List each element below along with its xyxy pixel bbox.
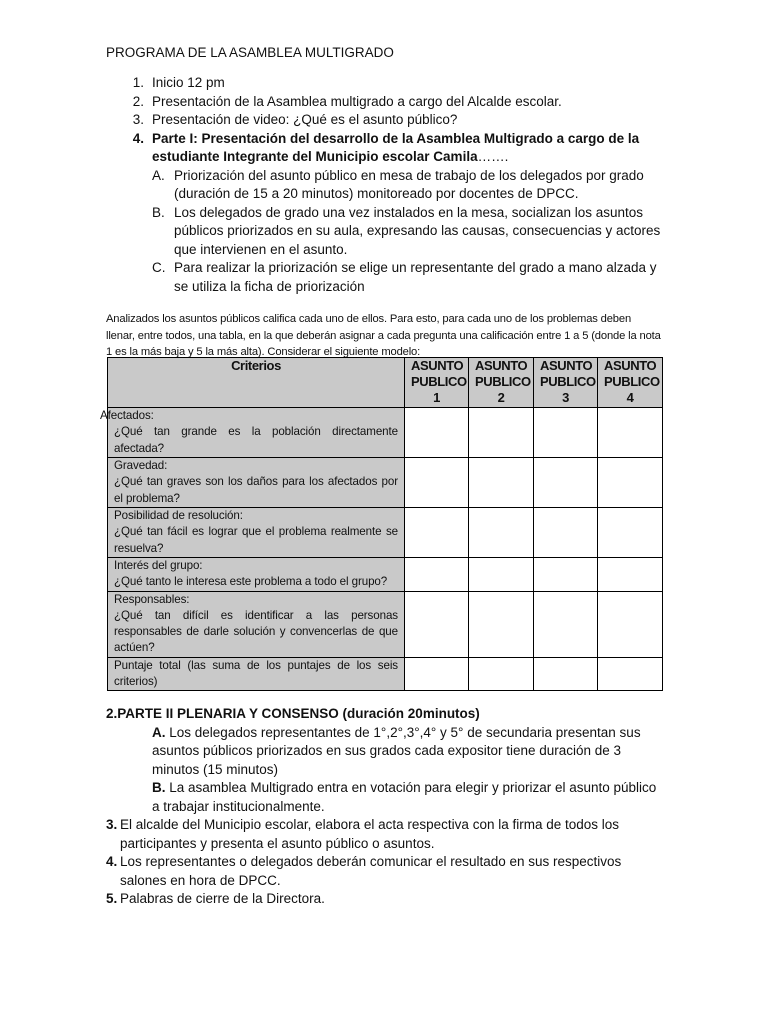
part-two-sub-item: [106, 724, 666, 780]
criteria-cell: [108, 508, 405, 558]
column-header: ASUNTO PUBLICO 2: [469, 358, 534, 408]
item-text: El alcalde del Municipio escolar, elabora el acta respectiva con la firma de todos los participantes y presenta el asunto público o asuntos.: [120, 817, 620, 851]
score-cell[interactable]: [405, 508, 469, 558]
criteria-label: Gravedad:: [114, 459, 168, 472]
column-header: ASUNTO PUBLICO 3: [534, 358, 598, 408]
criteria-label: Responsables:: [114, 592, 190, 606]
score-cell[interactable]: [598, 558, 663, 592]
table-row: [108, 458, 663, 508]
column-header: ASUNTO PUBLICO 4: [598, 358, 663, 408]
item-text: Presentación de video: ¿Qué es el asunto público?: [152, 112, 458, 127]
criteria-question: ¿Qué tan difícil es identificar a las personas responsables de darle solución y convencerlas de que actúen?: [114, 608, 398, 655]
criteria-question: ¿Qué tan grande es la población directamente afectada?: [114, 425, 398, 455]
score-cell[interactable]: [469, 657, 534, 691]
score-cell[interactable]: [469, 558, 534, 592]
criteria-cell: [108, 558, 405, 592]
score-cell[interactable]: [534, 558, 598, 592]
document-title: PROGRAMA DE LA ASAMBLEA MULTIGRADO: [106, 45, 394, 60]
criteria-header: Criterios: [108, 358, 405, 408]
criteria-question: ¿Qué tan graves son los daños para los afectados por el problema?: [114, 475, 398, 505]
sub-item-text: Los delegados de grado una vez instalados en la mesa, socializan los asuntos públicos priorizados en su aula, expresando las causas, consecuencias y actores que intervienen en el asunto.: [174, 204, 661, 257]
sub-item-text: La asamblea Multigrado entra en votación para elegir y priorizar el asunto público a trabajar institucionalmente.: [152, 780, 657, 814]
part-two-item: [106, 890, 666, 909]
item-number: 5.: [106, 891, 118, 906]
sub-item-letter: B.: [152, 204, 165, 220]
score-cell[interactable]: [598, 508, 663, 558]
criteria-table: [100, 357, 663, 691]
item-text: Presentación de la Asamblea multigrado a cargo del Alcalde escolar.: [152, 93, 562, 109]
criteria-cell: [100, 408, 405, 458]
sub-item: [114, 167, 674, 204]
sub-item-letter: B.: [152, 780, 166, 795]
item-number: 1.: [132, 75, 144, 90]
criteria-cell: [108, 458, 405, 508]
table-row: [108, 657, 663, 691]
total-cell: [108, 657, 405, 691]
item-text-tail: …….: [477, 149, 509, 164]
item-text: Palabras de cierre de la Directora.: [120, 891, 325, 906]
part-two-item: [106, 816, 666, 853]
program-item: [114, 111, 674, 130]
score-cell[interactable]: [534, 408, 598, 458]
part-two-sub-item: [106, 779, 666, 816]
criteria-label: Posibilidad de resolución:: [114, 509, 243, 522]
table-row: [108, 508, 663, 558]
item-number: 4.: [132, 130, 144, 146]
item-number: 4.: [106, 854, 118, 869]
criteria-label: Afectados:: [100, 409, 154, 422]
item-text: Parte I: Presentación del desarrollo de la Asamblea Multigrado a cargo de la estudiante Integrante del Municipio escolar Camila: [152, 130, 640, 164]
criteria-label: Interés del grupo:: [114, 559, 203, 572]
item-number: 2.: [132, 93, 144, 109]
score-cell[interactable]: [405, 591, 469, 657]
score-cell[interactable]: [598, 591, 663, 657]
part-two-heading: 2.PARTE II PLENARIA Y CONSENSO (duración 20minutos): [106, 706, 480, 721]
score-cell[interactable]: [469, 408, 534, 458]
item-text: Inicio 12 pm: [152, 75, 225, 90]
sub-item-letter: C.: [152, 260, 166, 275]
program-list: [114, 74, 674, 296]
sub-item-letter: A.: [152, 167, 165, 183]
score-cell[interactable]: [405, 458, 469, 508]
score-cell[interactable]: [534, 591, 598, 657]
score-cell[interactable]: [598, 657, 663, 691]
table-header-row: [108, 358, 663, 408]
sub-item-text: Para realizar la priorización se elige un representante del grado a mano alzada y se utiliza la ficha de priorización: [174, 260, 657, 294]
score-cell[interactable]: [534, 508, 598, 558]
criteria-cell: [108, 591, 405, 657]
program-item: [114, 74, 674, 93]
sub-item: [114, 204, 674, 260]
program-item: [114, 93, 674, 112]
part-two-item: [106, 853, 666, 890]
score-cell[interactable]: [469, 508, 534, 558]
score-cell[interactable]: [405, 408, 469, 458]
item-number: 3.: [106, 817, 118, 832]
criteria-question: ¿Qué tan fácil es lograr que el problema realmente se resuelva?: [114, 525, 398, 555]
score-cell[interactable]: [469, 458, 534, 508]
score-cell[interactable]: [598, 408, 663, 458]
score-cell[interactable]: [469, 591, 534, 657]
table-row: [108, 591, 663, 657]
part-two-section: [106, 705, 666, 909]
score-cell[interactable]: [598, 458, 663, 508]
score-cell[interactable]: [534, 458, 598, 508]
sub-item-text: Priorización del asunto público en mesa de trabajo de los delegados por grado (duración de 15 a 20 minutos) monitoreado por docentes de DPCC.: [174, 167, 644, 201]
sub-item-text: Los delegados representantes de 1°,2°,3°,4° y 5° de secundaria presentan sus asuntos públicos priorizados en sus grados cada expositor tiene duración de 3 minutos (15 minutos): [152, 724, 641, 777]
column-header: ASUNTO PUBLICO 1: [405, 358, 469, 408]
criteria-question: ¿Qué tanto le interesa este problema a todo el grupo?: [114, 575, 388, 589]
item-text: Los representantes o delegados deberán comunicar el resultado en sus respectivos salones en hora de DPCC.: [120, 854, 622, 888]
score-cell[interactable]: [405, 657, 469, 691]
sub-item-letter: A.: [152, 724, 166, 740]
program-item: [114, 130, 674, 167]
score-cell[interactable]: [405, 558, 469, 592]
table-row: [108, 408, 663, 458]
sub-item: [114, 259, 674, 296]
score-cell[interactable]: [534, 657, 598, 691]
total-label: Puntaje total (las suma de los puntajes de los seis criterios): [114, 658, 398, 689]
item-number: 3.: [132, 112, 144, 127]
intro-paragraph: Analizados los asuntos públicos califica cada uno de ellos. Para esto, para cada uno de los problemas deben llenar, entre todos, una tabla, en la que deberán asignar a cada pregunta una calificación entre 1 a 5 (donde la nota 1 es la más baja y 5 la más alta). Considerar el siguiente modelo:: [106, 313, 661, 358]
table-row: [108, 558, 663, 592]
